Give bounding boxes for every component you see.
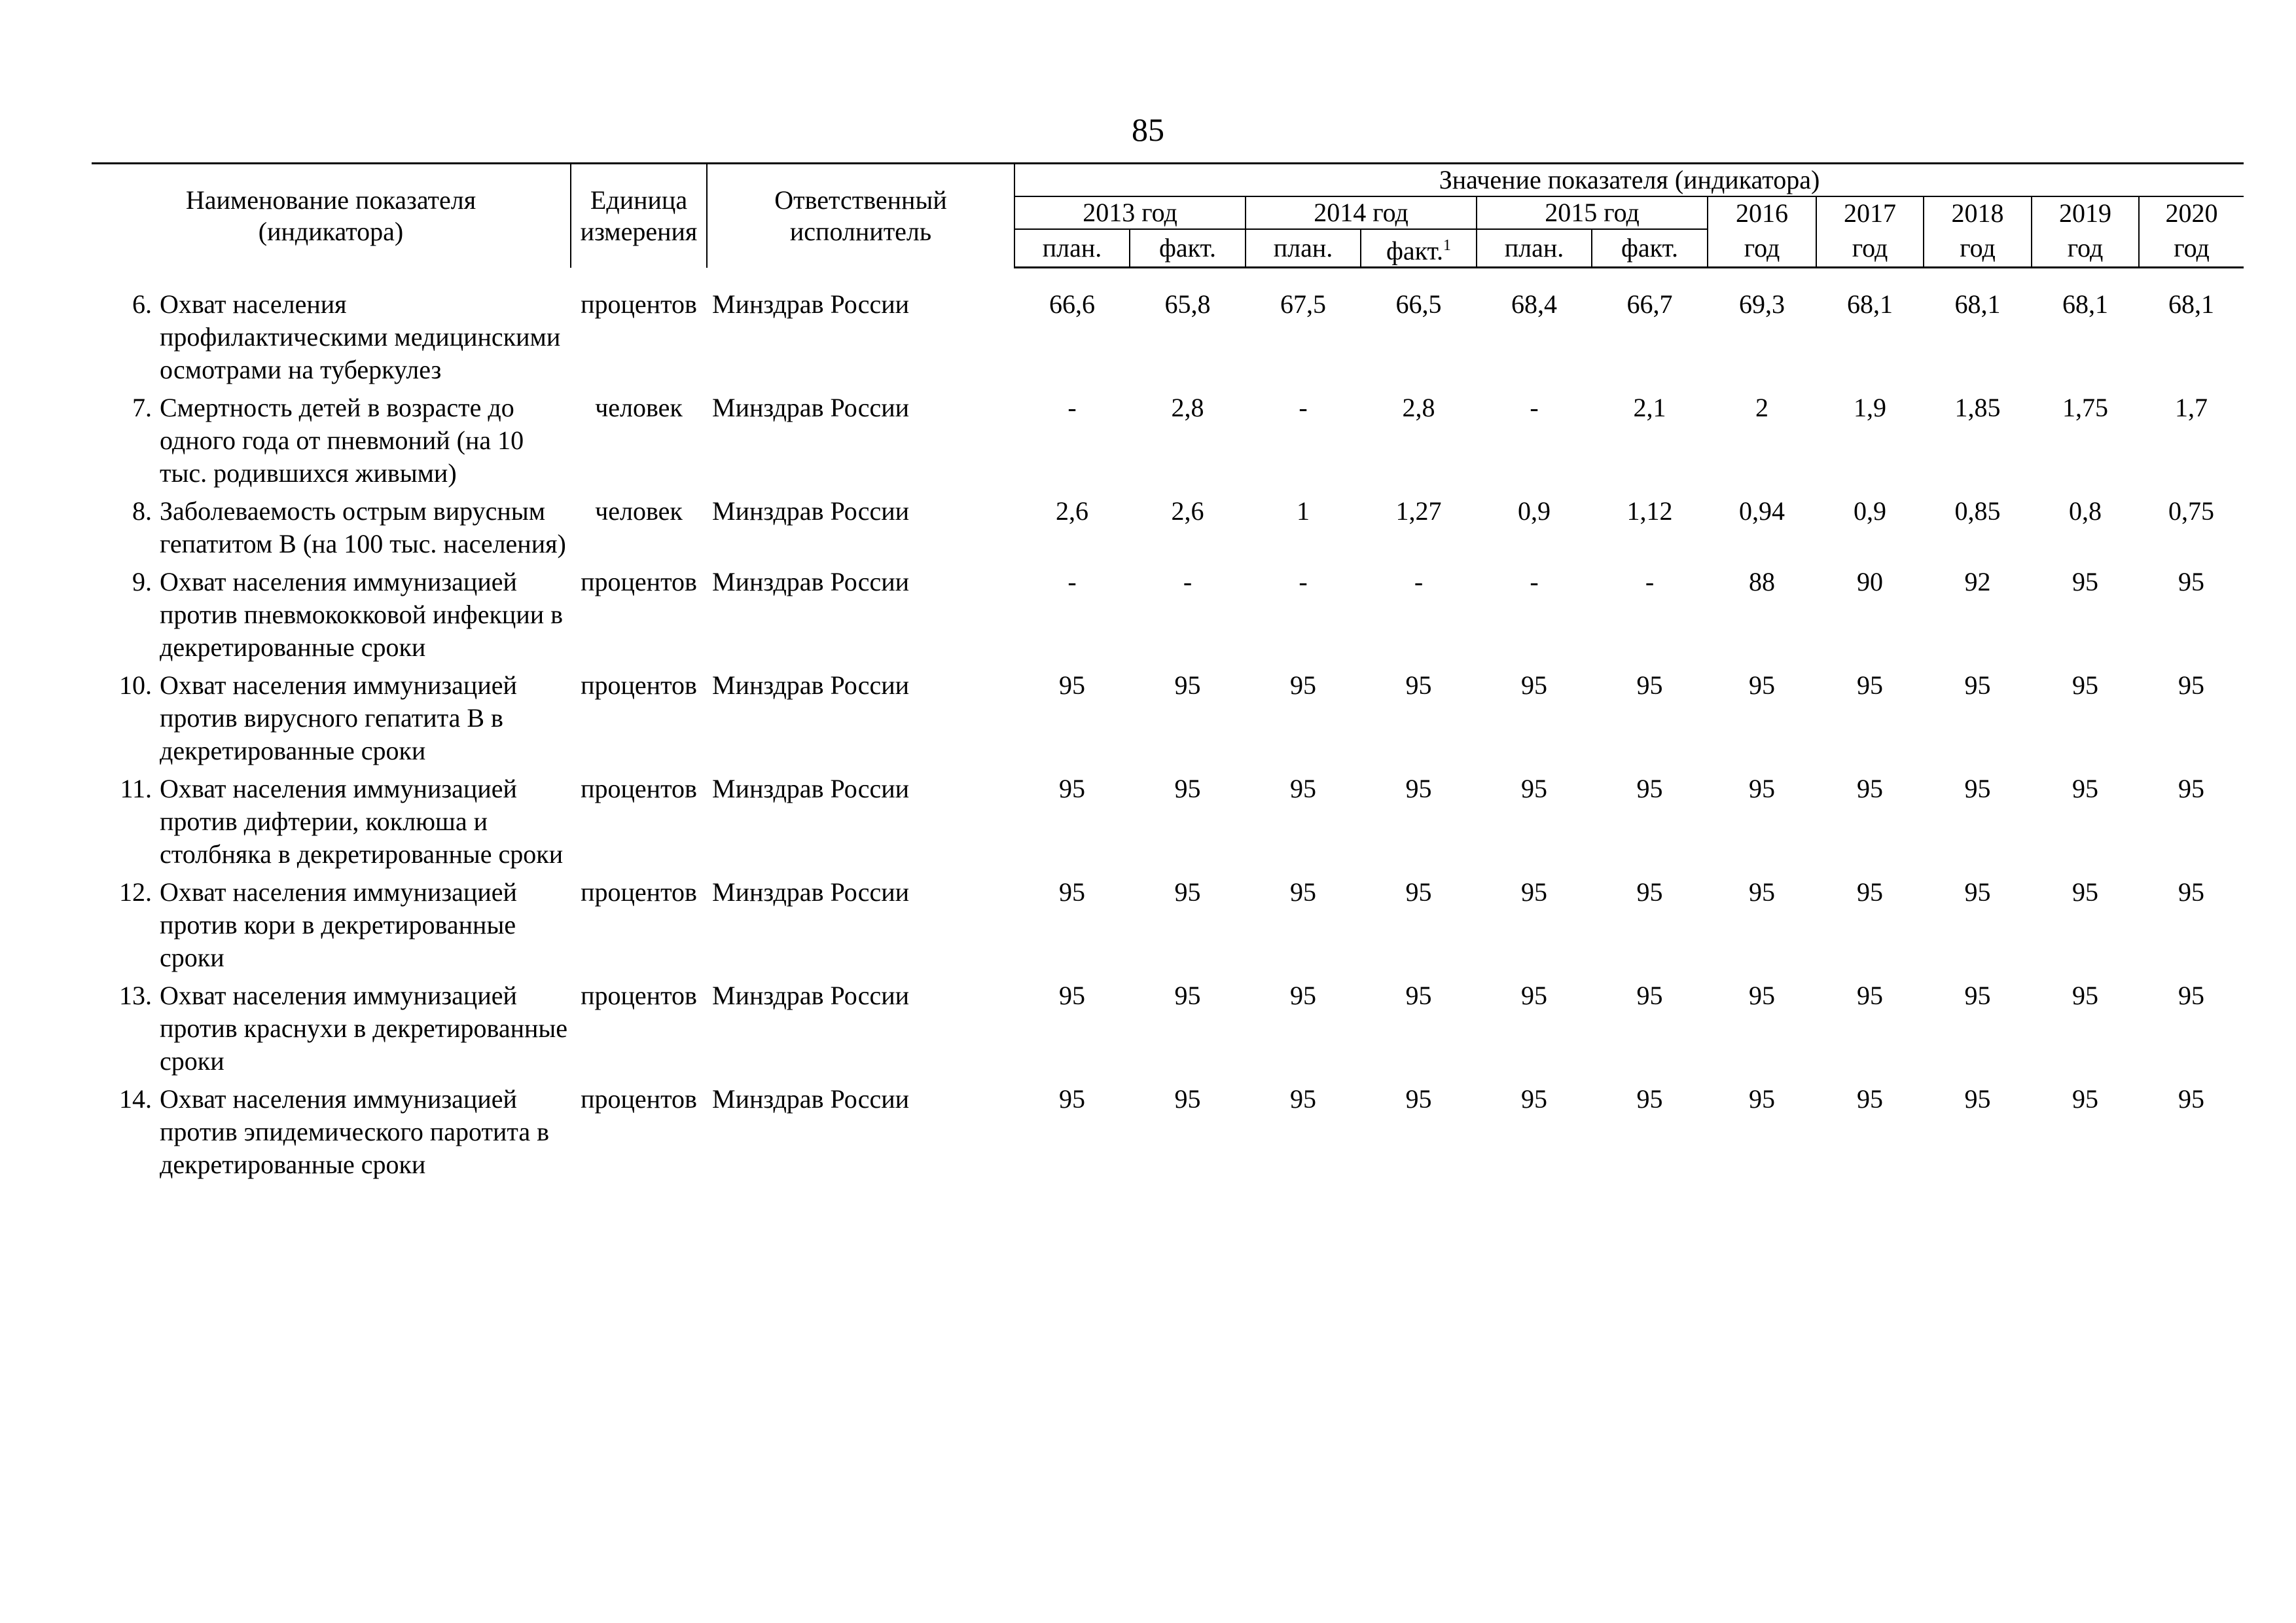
value-cell: 95 xyxy=(1174,774,1201,804)
header-2013-plan: план. xyxy=(1014,229,1130,268)
value-cell: 95 xyxy=(1857,877,1883,907)
value-cell: 95 xyxy=(1290,877,1316,907)
header-year-2018: 2018 xyxy=(1924,196,2032,229)
value-cell: 69,3 xyxy=(1739,289,1785,319)
value-cell: 95 xyxy=(2072,981,2098,1011)
row-number: 11. xyxy=(120,774,152,804)
value-cell: 95 xyxy=(2072,1084,2098,1114)
value-cell: 1,7 xyxy=(2175,393,2208,423)
value-cell: 1,27 xyxy=(1395,496,1442,526)
value-cell: - xyxy=(1067,567,1077,597)
value-cell: 2,6 xyxy=(1171,496,1204,526)
page-number: 85 xyxy=(1132,111,1164,148)
value-cell: 0,9 xyxy=(1854,496,1886,526)
value-cell: 66,6 xyxy=(1049,289,1095,319)
responsible-cell: Минздрав России xyxy=(712,393,910,423)
responsible-cell: Минздрав России xyxy=(712,670,910,701)
unit-cell: процентов xyxy=(581,774,697,804)
indicator-name-cell xyxy=(92,288,571,392)
value-cell: 95 xyxy=(1290,981,1316,1011)
header-2014-plan: план. xyxy=(1246,229,1361,268)
row-number: 12. xyxy=(119,877,152,907)
header-2015-plan: план. xyxy=(1477,229,1592,268)
value-cell: 95 xyxy=(2072,774,2098,804)
value-cell: 95 xyxy=(1636,1084,1663,1114)
indicator-name-cell xyxy=(92,392,571,495)
responsible-cell: Минздрав России xyxy=(712,567,910,597)
value-cell: 95 xyxy=(2178,981,2204,1011)
value-cell: 88 xyxy=(1749,567,1775,597)
value-cell: 95 xyxy=(1749,670,1775,701)
value-cell: 95 xyxy=(2178,1084,2204,1114)
table-row xyxy=(92,566,2244,669)
value-cell: 95 xyxy=(1964,670,1991,701)
footnote-mark: 1 xyxy=(1443,237,1452,254)
value-cell: 2 xyxy=(1755,393,1768,423)
value-cell: 95 xyxy=(1857,981,1883,1011)
indicator-name-cell xyxy=(92,979,571,1083)
value-cell: 95 xyxy=(1636,774,1663,804)
value-cell: 95 xyxy=(1749,1084,1775,1114)
value-cell: 95 xyxy=(1857,774,1883,804)
value-cell: 0,94 xyxy=(1739,496,1785,526)
indicator-name-cell xyxy=(92,669,571,773)
value-cell: 95 xyxy=(1174,877,1201,907)
indicator-name-cell xyxy=(92,773,571,876)
header-name-column: Наименование показателя (индикатора) xyxy=(92,164,571,268)
indicator-name: Охват населения иммунизацией против дифтерии, коклюша и столбняка в декретированные сроки xyxy=(160,774,564,869)
value-cell: - xyxy=(1067,393,1077,423)
header-responsible-column: Ответственный исполнитель xyxy=(707,164,1014,268)
indicator-name: Охват населения иммунизацией против пневмококковой инфекции в декретированные сроки xyxy=(160,567,564,663)
value-cell: 0,75 xyxy=(2168,496,2214,526)
header-year-2014: 2014 год xyxy=(1246,196,1477,229)
value-cell: 95 xyxy=(1749,981,1775,1011)
unit-cell: человек xyxy=(595,496,683,526)
indicator-name-cell xyxy=(92,876,571,979)
table-row xyxy=(92,669,2244,773)
value-cell: 95 xyxy=(1964,877,1991,907)
indicators-table xyxy=(92,162,2244,1186)
value-cell: 95 xyxy=(1059,981,1085,1011)
value-cell: - xyxy=(1530,567,1539,597)
value-cell: 90 xyxy=(1857,567,1883,597)
value-cell: 0,9 xyxy=(1518,496,1551,526)
header-2016-god: год xyxy=(1708,229,1816,268)
value-cell: 95 xyxy=(1174,1084,1201,1114)
value-cell: 2,6 xyxy=(1056,496,1088,526)
value-cell: 2,8 xyxy=(1402,393,1435,423)
value-cell: 95 xyxy=(1174,670,1201,701)
value-cell: 95 xyxy=(1521,877,1547,907)
table-body xyxy=(92,268,2244,1187)
table-header xyxy=(92,164,2244,268)
header-year-2016: 2016 xyxy=(1708,196,1816,229)
value-cell: 95 xyxy=(1964,981,1991,1011)
header-2013-fact: факт. xyxy=(1130,229,1246,268)
table-row xyxy=(92,288,2244,392)
unit-cell: процентов xyxy=(581,981,697,1011)
value-cell: 1,75 xyxy=(2062,393,2108,423)
indicator-name-cell xyxy=(92,1083,571,1186)
value-cell: 67,5 xyxy=(1280,289,1326,319)
value-cell: 66,7 xyxy=(1626,289,1673,319)
indicator-name-cell xyxy=(92,495,571,566)
value-cell: 68,1 xyxy=(1954,289,2001,319)
value-cell: 1 xyxy=(1297,496,1310,526)
responsible-cell: Минздрав России xyxy=(712,289,910,319)
value-cell: 95 xyxy=(1405,1084,1432,1114)
row-number: 9. xyxy=(132,567,152,597)
value-cell: - xyxy=(1183,567,1193,597)
responsible-cell: Минздрав России xyxy=(712,496,910,526)
value-cell: 95 xyxy=(1290,670,1316,701)
table-row xyxy=(92,392,2244,495)
value-cell: 95 xyxy=(1636,877,1663,907)
value-cell: - xyxy=(1299,393,1308,423)
value-cell: 95 xyxy=(2072,567,2098,597)
indicator-name: Заболеваемость острым вирусным гепатитом В (на 100 тыс. населения) xyxy=(160,496,566,559)
value-cell: 95 xyxy=(2178,877,2204,907)
unit-cell: процентов xyxy=(581,289,697,319)
value-cell: 0,8 xyxy=(2069,496,2102,526)
value-cell: 95 xyxy=(1405,877,1432,907)
value-cell: 95 xyxy=(1174,981,1201,1011)
value-cell: 95 xyxy=(2072,670,2098,701)
row-number: 10. xyxy=(119,670,152,701)
header-value-group: Значение показателя (индикатора) xyxy=(1014,164,2244,197)
unit-cell: процентов xyxy=(581,567,697,597)
table-row xyxy=(92,979,2244,1083)
row-number: 8. xyxy=(132,496,152,526)
value-cell: 68,1 xyxy=(1847,289,1893,319)
value-cell: 95 xyxy=(1405,981,1432,1011)
header-2020-god: год xyxy=(2139,229,2244,268)
indicator-name: Охват населения иммунизацией против эпидемического паротита в декретированные сроки xyxy=(160,1084,550,1180)
row-number: 13. xyxy=(119,981,152,1011)
value-cell: 95 xyxy=(1290,774,1316,804)
indicator-name: Охват населения профилактическими медицинскими осмотрами на туберкулез xyxy=(160,289,561,385)
header-2015-fact: факт. xyxy=(1592,229,1708,268)
value-cell: 1,9 xyxy=(1854,393,1886,423)
header-2019-god: год xyxy=(2032,229,2139,268)
indicator-name: Охват населения иммунизацией против кори в декретированные сроки xyxy=(160,877,517,973)
header-2014-fact: факт.$^1$ xyxy=(1361,229,1477,268)
value-cell: 68,4 xyxy=(1511,289,1557,319)
value-cell: 95 xyxy=(2178,567,2204,597)
header-year-2020: 2020 xyxy=(2139,196,2244,229)
value-cell: 95 xyxy=(1290,1084,1316,1114)
responsible-cell: Минздрав России xyxy=(712,1084,910,1114)
value-cell: 95 xyxy=(1521,1084,1547,1114)
value-cell: 0,85 xyxy=(1954,496,2001,526)
unit-cell: процентов xyxy=(581,670,697,701)
value-cell: 95 xyxy=(1059,670,1085,701)
value-cell: 1,12 xyxy=(1626,496,1673,526)
value-cell: 95 xyxy=(1059,877,1085,907)
indicator-name: Охват населения иммунизацией против вирусного гепатита В в декретированные сроки xyxy=(160,670,517,766)
header-2018-god: год xyxy=(1924,229,2032,268)
value-cell: 95 xyxy=(1964,1084,1991,1114)
value-cell: 95 xyxy=(2072,877,2098,907)
value-cell: 95 xyxy=(1857,1084,1883,1114)
value-cell: 95 xyxy=(1521,981,1547,1011)
value-cell: 95 xyxy=(1636,981,1663,1011)
header-unit-column: Единица измерения xyxy=(571,164,707,268)
value-cell: 92 xyxy=(1964,567,1991,597)
table-row xyxy=(92,876,2244,979)
value-cell: 2,8 xyxy=(1171,393,1204,423)
header-year-2015: 2015 год xyxy=(1477,196,1708,229)
value-cell: 95 xyxy=(1059,1084,1085,1114)
value-cell: 95 xyxy=(1749,877,1775,907)
value-cell: 95 xyxy=(1964,774,1991,804)
header-year-2013: 2013 год xyxy=(1014,196,1246,229)
unit-cell: процентов xyxy=(581,877,697,907)
indicator-name: Смертность детей в возрасте до одного года от пневмоний (на 10 тыс. родившихся живыми) xyxy=(160,393,524,488)
value-cell: - xyxy=(1645,567,1655,597)
unit-cell: процентов xyxy=(581,1084,697,1114)
header-year-2017: 2017 xyxy=(1816,196,1924,229)
value-cell: 1,85 xyxy=(1954,393,2001,423)
table-row xyxy=(92,1083,2244,1186)
value-cell: 95 xyxy=(1059,774,1085,804)
value-cell: 95 xyxy=(1749,774,1775,804)
value-cell: - xyxy=(1530,393,1539,423)
value-cell: 95 xyxy=(1521,774,1547,804)
indicator-name-cell xyxy=(92,566,571,669)
header-2017-god: год xyxy=(1816,229,1924,268)
table-row xyxy=(92,773,2244,876)
value-cell: 2,1 xyxy=(1633,393,1666,423)
value-cell: 65,8 xyxy=(1164,289,1211,319)
responsible-cell: Минздрав России xyxy=(712,981,910,1011)
value-cell: 95 xyxy=(1521,670,1547,701)
value-cell: 95 xyxy=(1405,670,1432,701)
value-cell: - xyxy=(1414,567,1424,597)
indicator-name: Охват населения иммунизацией против краснухи в декретированные сроки xyxy=(160,981,568,1076)
value-cell: 68,1 xyxy=(2168,289,2214,319)
value-cell: 95 xyxy=(1857,670,1883,701)
value-cell: 95 xyxy=(2178,670,2204,701)
row-number: 14. xyxy=(119,1084,152,1114)
value-cell: 66,5 xyxy=(1395,289,1442,319)
row-number: 6. xyxy=(132,289,152,319)
responsible-cell: Минздрав России xyxy=(712,877,910,907)
value-cell: 95 xyxy=(1405,774,1432,804)
row-number: 7. xyxy=(132,393,152,423)
responsible-cell: Минздрав России xyxy=(712,774,910,804)
value-cell: 68,1 xyxy=(2062,289,2108,319)
value-cell: 95 xyxy=(1636,670,1663,701)
value-cell: 95 xyxy=(2178,774,2204,804)
table-row xyxy=(92,495,2244,566)
header-year-2019: 2019 xyxy=(2032,196,2139,229)
unit-cell: человек xyxy=(595,393,683,423)
value-cell: - xyxy=(1299,567,1308,597)
